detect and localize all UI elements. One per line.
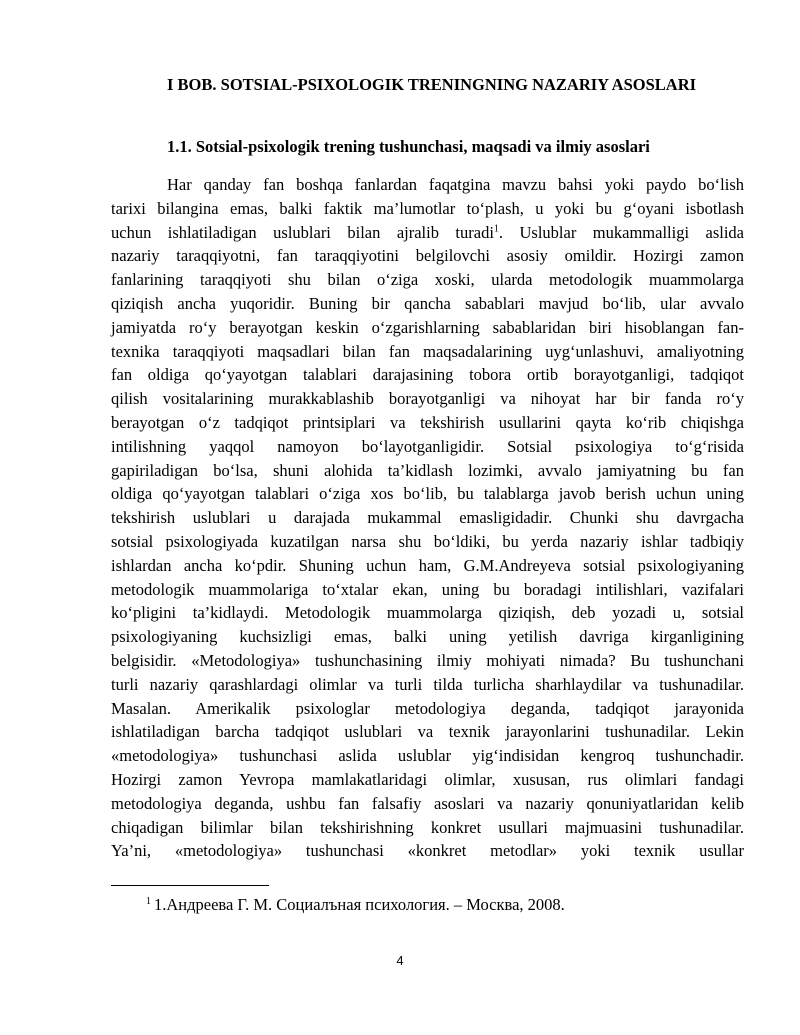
paragraph-line: intilishning yaqqol namoyon bo‘layotganligidir. Sotsial psixologiya to‘g‘risida — [111, 436, 744, 456]
paragraph-line: metodologiya deganda, ushbu fan falsafiy asoslari va nazariy qonuniyatlaridan kelib — [111, 793, 744, 813]
paragraph-line: texnika taraqqiyoti maqsadlari bilan fan maqsadalarining uyg‘unlashuvi, amaliyotning — [111, 341, 744, 361]
footnote-reference[interactable]: 1 — [493, 223, 499, 235]
paragraph-line: nazariy taraqqiyotni, fan taraqqiyotini belgilovchi asosiy omildir. Hozirgi zamon — [111, 246, 744, 266]
footnote-text: 1.Андреева Г. М. Социалъная психология. – Москва, 2008. — [154, 895, 565, 914]
paragraph-line: ishlardan ancha ko‘pdir. Shuning uchun ham, G.M.Andreyeva sotsial psixologiyaning — [111, 555, 744, 575]
paragraph-line-text: uchun ishlatiladigan uslublari bilan ajralib turadi — [111, 222, 494, 242]
paragraph-line: sotsial psixologiyada kuzatilgan narsa shu bo‘ldiki, bu yerda nazariy ishlar tadbiqiy — [111, 531, 744, 551]
paragraph-line: Hozirgi zamon Yevropa mamlakatlaridagi olimlar, xususan, rus olimlari fandagi — [111, 769, 744, 789]
paragraph-line: oldiga qo‘yayotgan talablari o‘ziga xos bo‘lib, bu talablarga javob berish uchun uning — [111, 484, 744, 504]
paragraph-line: Har qanday fan boshqa fanlardan faqatgina mavzu bahsi yoki paydo bo‘lish — [167, 175, 744, 194]
paragraph-line: metodologik muammolariga to‘xtalar ekan, uning bu boradagi intilishlari, vazifalari — [111, 579, 744, 599]
paragraph-line: fan oldiga qo‘yayotgan talablari darajasining tobora ortib borayotganligi, tadqiqot — [111, 365, 744, 385]
body-paragraph — [111, 173, 744, 863]
paragraph-line: turli nazariy qarashlardagi olimlar va turli tilda turlicha sharhlaydilar va tushunadilar. — [111, 674, 744, 694]
paragraph-line: Ya’ni, «metodologiya» tushunchasi «konkret metodlar» yoki texnik usullar — [111, 841, 744, 861]
paragraph-line: ishlatiladigan barcha tadqiqot uslublari va texnik jarayonlarini tushunadilar. Lekin — [111, 722, 744, 742]
paragraph-line: jamiyatda ro‘y berayotgan keskin o‘zgarishlarning sabablaridan biri hisoblangan fan- — [111, 317, 744, 337]
paragraph-line: gapiriladigan bo‘lsa, shuni alohida ta’kidlash lozimki, avvalo jamiyatning bu fan — [111, 460, 744, 480]
footnote — [146, 893, 565, 917]
chapter-title-text: I BOB. SOTSIAL-PSIXOLOGIK TRENINGNING NAZARIY ASOSLARI — [167, 75, 697, 94]
page-number: 4 — [396, 953, 404, 968]
section-title: 1.1. Sotsial-psixologik trening tushunchasi, maqsadi va ilmiy asoslari — [167, 137, 650, 156]
paragraph-line: belgisidir. «Metodologiya» tushunchasining ilmiy mohiyati nimada? Bu tushunchani — [111, 650, 744, 670]
paragraph-line-continuation: . Uslublar mukammalligi aslida — [498, 222, 744, 242]
paragraph-line: ko‘pligini ta’kidlaydi. Metodologik muammolarga qiziqish, deb yozadi u, sotsial — [111, 603, 744, 623]
paragraph-line-with-footnote — [111, 221, 744, 245]
footnote-separator — [111, 885, 269, 886]
paragraph-line: tarixi bilangina emas, balki faktik ma’lumotlar to‘plash, u yoki bu g‘oyani isbotlash — [111, 198, 744, 218]
footnote-marker: 1 — [146, 895, 151, 907]
paragraph-line: chiqadigan bilimlar bilan tekshirishning konkret usullari majmuasini tushunadilar. — [111, 817, 744, 837]
paragraph-line: qiziqish ancha yuqoridir. Buning bir qancha sabablari mavjud bo‘lib, ular avvalo — [111, 293, 744, 313]
paragraph-line: psixologiyaning kuchsizligi emas, balki uning yetilish davriga kirganligining — [111, 627, 744, 647]
paragraph-line: «metodologiya» tushunchasi aslida uslublar yig‘indisidan kengroq tushunchadir. — [111, 746, 744, 766]
paragraph-line: Masalan. Amerikalik psixologlar metodologiya deganda, tadqiqot jarayonida — [111, 698, 744, 718]
paragraph-line: fanlarining taraqqiyoti shu bilan o‘ziga xoski, ularda metodologik muammolarga — [111, 270, 744, 290]
chapter-title — [111, 73, 744, 97]
paragraph-line: berayotgan o‘z tadqiqot printsiplari va tekshirish usullarini qayta ko‘rib chiqishga — [111, 412, 744, 432]
paragraph-line: qilish vositalarining murakkablashib borayotganligi va nihoyat har bir fanda ro‘y — [111, 389, 744, 409]
paragraph-line: tekshirish uslublari u darajada mukammal emasligidadir. Chunki shu davrgacha — [111, 508, 744, 528]
